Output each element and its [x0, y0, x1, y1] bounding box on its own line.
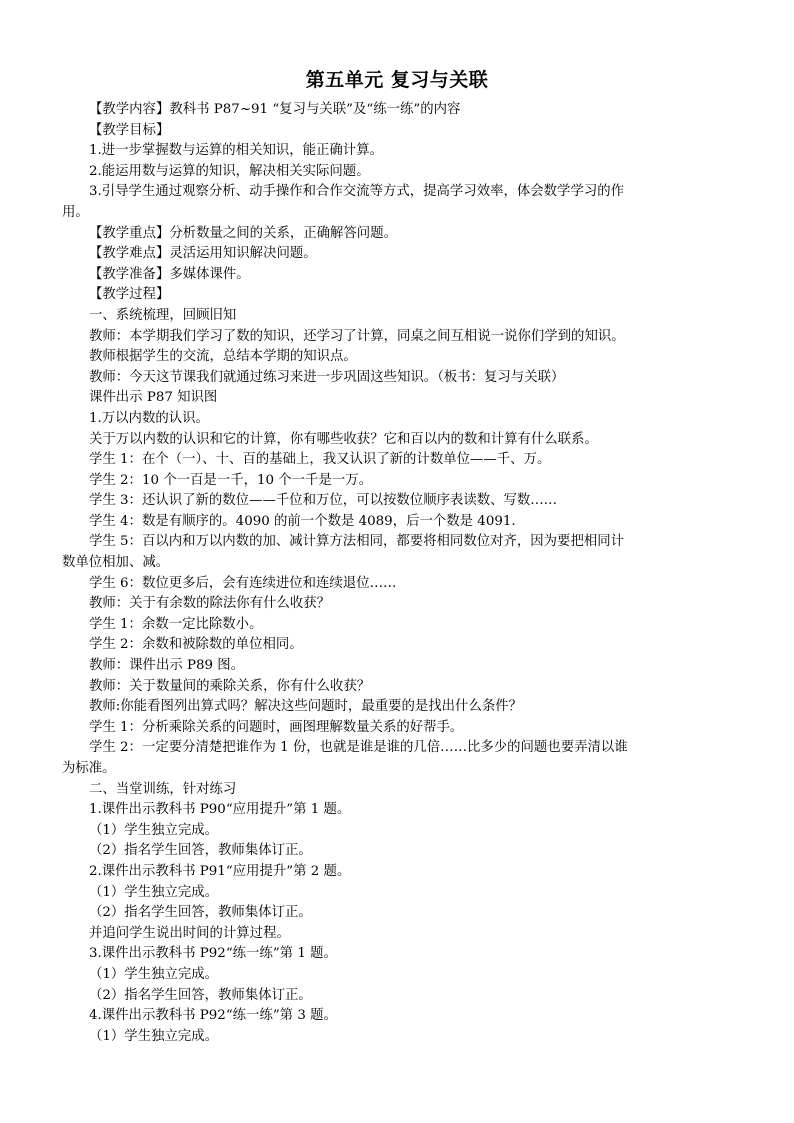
text-line: 3.引导学生通过观察分析、动手操作和合作交流等方式，提高学习效率，体会数学学习的作: [89, 184, 625, 200]
text-line: 学生 6：数位更多后，会有连续进位和连续退位……: [89, 575, 397, 591]
text-line: 学生 2：一定要分清楚把谁作为 1 份，也就是谁是谁的几倍……比多少的问题也要弄清以谁: [89, 740, 628, 756]
text-line: 1.进一步掌握数与运算的相关知识，能正确计算。: [89, 143, 383, 159]
text-line: 用。: [62, 204, 89, 220]
text-line: 学生 1：分析乘除关系的问题时，画图理解数量关系的好帮手。: [89, 719, 464, 735]
text-line: （1）学生独立完成。: [89, 822, 219, 838]
text-line: 【教学内容】教科书 P87~91 “复习与关联”及“练一练”的内容: [89, 102, 461, 117]
text-line: 【教学难点】灵活运用知识解决问题。: [89, 246, 317, 262]
text-line: 教师：关于有余数的除法你有什么收获？: [89, 596, 331, 612]
text-line: 2.课件出示教科书 P91“应用提升”第 2 题。: [89, 863, 351, 879]
text-line: 教师:你能看图列出算式吗？解决这些问题时，最重要的是找出什么条件？: [89, 699, 523, 715]
text-line: 教师根据学生的交流，总结本学期的知识点。: [89, 349, 357, 365]
text-line: 并追问学生说出时间的计算过程。: [89, 925, 290, 941]
text-line: 二、当堂训练，针对练习: [89, 781, 237, 797]
text-line: 教师：今天这节课我们就通过练习来进一步巩固这些知识。（板书：复习与关联）: [89, 369, 565, 385]
text-line: 2.能运用数与运算的知识，解决相关实际问题。: [89, 163, 370, 179]
text-line: （1）学生独立完成。: [89, 966, 219, 982]
text-line: 1.万以内数的认识。: [89, 410, 209, 426]
text-line: 学生 4：数是有顺序的。4090 的前一个数是 4089，后一个数是 4091.: [89, 513, 516, 529]
text-line: 教师：本学期我们学习了数的知识，还学习了计算，同桌之间互相说一说你们学到的知识。: [89, 328, 625, 344]
text-line: （2）指名学生回答，教师集体订正。: [89, 843, 312, 859]
text-line: 1.课件出示教科书 P90“应用提升”第 1 题。: [89, 802, 351, 818]
text-line: 学生 5：百以内和万以内数的加、减计算方法相同，都要将相同数位对齐，因为要把相同计: [89, 534, 625, 550]
text-line: 学生 1：余数一定比除数小。: [89, 616, 263, 632]
text-line: 【教学准备】多媒体课件。: [89, 266, 250, 282]
text-line: 【教学目标】: [89, 122, 170, 138]
text-line: 学生 2：余数和被除数的单位相同。: [89, 637, 303, 653]
page-title: 第五单元 复习与关联: [305, 69, 489, 91]
text-line: 3.课件出示教科书 P92“练一练”第 1 题。: [89, 946, 337, 962]
text-line: 课件出示 P87 知识图: [89, 390, 218, 406]
text-line: （1）学生独立完成。: [89, 884, 219, 900]
text-line: 为标准。: [62, 761, 116, 776]
text-line: 4.课件出示教科书 P92“练一练”第 3 题。: [89, 1008, 337, 1024]
text-line: （2）指名学生回答，教师集体订正。: [89, 905, 312, 921]
text-line: 学生 2：10 个一百是一千，10 个一千是一万。: [89, 472, 373, 488]
text-line: 【教学重点】分析数量之间的关系，正确解答问题。: [89, 225, 397, 241]
text-line: 数单位相加、减。: [62, 555, 170, 571]
lesson-body: [62, 100, 732, 1047]
text-line: 学生 1：在个（一）、十、百的基础上，我又认识了新的计数单位——千、万。: [89, 452, 551, 468]
text-line: （1）学生独立完成。: [89, 1028, 219, 1044]
text-line: 教师：课件出示 P89 图。: [89, 658, 245, 674]
text-line: 【教学过程】: [89, 287, 170, 303]
text-line: （2）指名学生回答，教师集体订正。: [89, 987, 312, 1003]
text-line: 教师：关于数量间的乘除关系，你有什么收获？: [89, 678, 371, 694]
text-line: 关于万以内数的认识和它的计算，你有哪些收获？它和百以内的数和计算有什么联系。: [89, 431, 598, 447]
text-line: 一、系统梳理，回顾旧知: [89, 307, 237, 323]
text-line: 学生 3：还认识了新的数位——千位和万位，可以按数位顺序表读数、写数……: [89, 493, 558, 509]
